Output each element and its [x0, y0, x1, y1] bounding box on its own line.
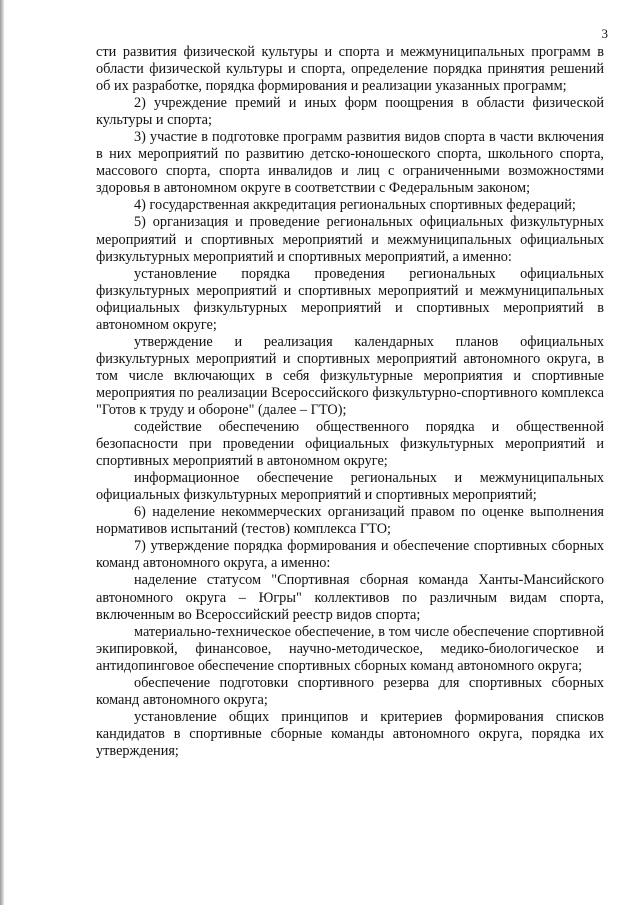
paragraph: 3) участие в подготовке программ развития видов спорта в части включения в них мероприятий по развитию детско-юношеского спорта, школьного спорта, массового спорта, спорта инвалидов и лиц с ограниченными возможностями здоровья в автономном округе в соответствии с Федеральным законом; [96, 129, 604, 197]
paragraph: установление общих принципов и критериев формирования списков кандидатов в спортивные сборные команды автономного округа, порядка их утверждения; [96, 708, 604, 759]
paragraph: 7) утверждение порядка формирования и обеспечение спортивных сборных команд автономного округа, а именно: [96, 538, 604, 572]
paragraph: 6) наделение некоммерческих организаций правом по оценке выполнения нормативов испытаний (тестов) комплекса ГТО; [96, 504, 604, 538]
paragraph: 4) государственная аккредитация региональных спортивных федераций; [134, 197, 576, 214]
paragraph: сти развития физической культуры и спорта и межмуниципальных программ в области физической культуры и спорта, определение порядка принятия решений об их разработке, порядка формирования и реализации указанных программ; [96, 44, 604, 95]
document-body [96, 44, 604, 760]
paragraph: содействие обеспечению общественного порядка и общественной безопасности при проведении официальных физкультурных мероприятий и спортивных мероприятий в автономном округе; [96, 419, 604, 470]
paragraph: утверждение и реализация календарных планов официальных физкультурных мероприятий и спортивных мероприятий автономного округа, в том числе включающих в себя физкультурные мероприятия и спортивные мероприятия по реализации Всероссийского физкультурно-спортивного комплекса "Готов к труду и обороне" (далее – ГТО); [96, 333, 604, 418]
paragraph: обеспечение подготовки спортивного резерва для спортивных сборных команд автономного округа; [96, 674, 604, 708]
paragraph: материально-техническое обеспечение, в том числе обеспечение спортивной экипировкой, финансовое, научно-методическое, медико-биологическое и антидопинговое обеспечение спортивных сборных команд автономного округа; [96, 623, 604, 674]
scan-edge-shadow [0, 0, 4, 905]
paragraph: 5) организация и проведение региональных официальных физкультурных мероприятий и спортивных мероприятий и межмуниципальных официальных физкультурных мероприятий и спортивных мероприятий, а именно: [96, 214, 604, 265]
paragraph: 2) учреждение премий и иных форм поощрения в области физической культуры и спорта; [96, 95, 604, 129]
paragraph: установление порядка проведения региональных официальных физкультурных мероприятий и спортивных мероприятий и межмуниципальных официальных физкультурных мероприятий и спортивных мероприятий в автономном округе; [96, 265, 604, 333]
paragraph: наделение статусом "Спортивная сборная команда Ханты-Мансийского автономного округа – Югры" коллективов по различным видам спорта, включенным во Всероссийский реестр видов спорта; [96, 572, 604, 623]
page-number: 3 [601, 26, 608, 41]
paragraph: информационное обеспечение региональных и межмуниципальных официальных физкультурных мероприятий и спортивных мероприятий; [96, 470, 604, 504]
